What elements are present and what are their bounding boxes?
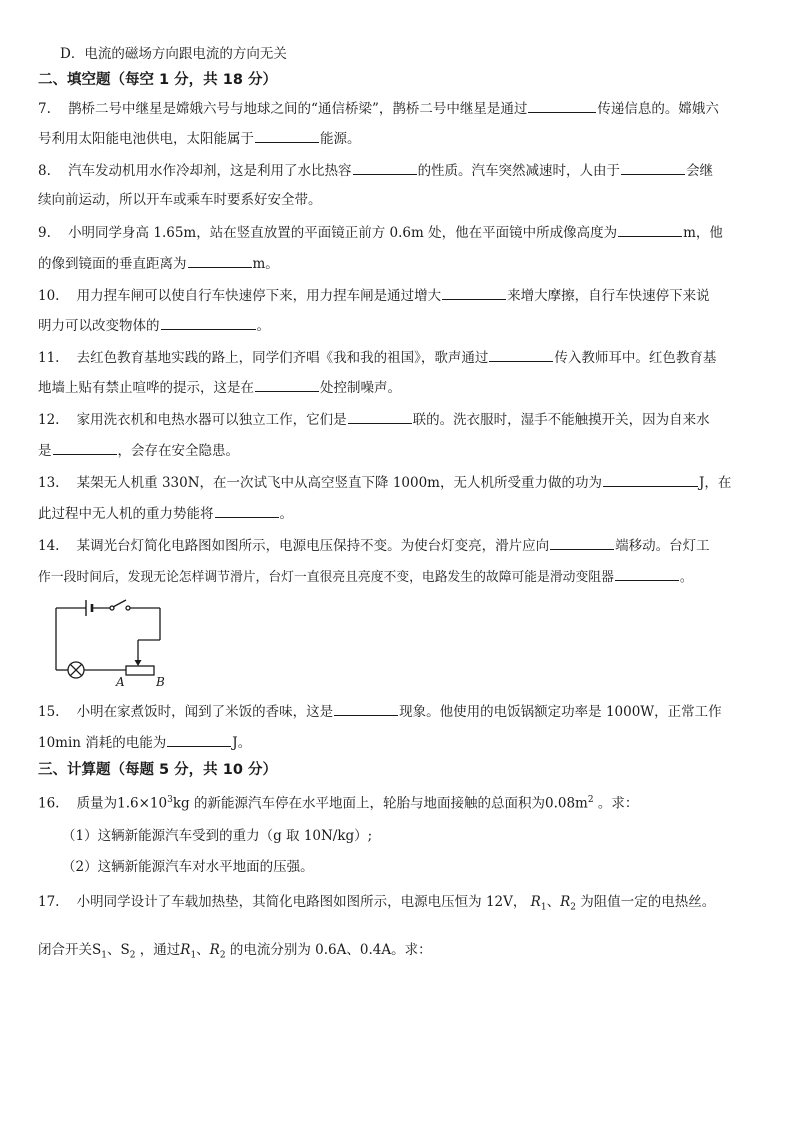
- answer-blank[interactable]: [618, 222, 682, 237]
- question-17-line-2: 闭合开关$S_1$、$S_2$ ，通过$R_1$、$R_2$ 的电流分别为 0.6A、0.4A。求：: [38, 942, 432, 961]
- question-16-sub-1: （1）这辆新能源汽车受到的重力（g 取 10N/kg）;: [62, 828, 373, 844]
- answer-blank[interactable]: [215, 503, 279, 518]
- section-title-calculation: 三、计算题（每题 5 分，共 10 分）: [38, 762, 277, 778]
- answer-blank[interactable]: [53, 440, 117, 455]
- question-12-line-2: 是 ，会存在安全隐患。: [38, 440, 239, 461]
- dimmer-circuit-diagram: [50, 596, 180, 688]
- answer-blank[interactable]: [615, 566, 679, 581]
- option-d: D．电流的磁场方向跟电流的方向无关: [60, 46, 287, 62]
- answer-blank[interactable]: [550, 535, 614, 550]
- answer-blank[interactable]: [603, 472, 698, 487]
- question-8-line-1: 8. 汽车发动机用水作冷却剂，这是利用了水比热容 的性质。汽车突然减速时，人由于 会继: [38, 160, 713, 181]
- answer-blank[interactable]: [255, 377, 319, 392]
- switch-contact-right: [126, 606, 130, 610]
- question-16-sub-2: （2）这辆新能源汽车对水平地面的压强。: [62, 859, 314, 875]
- answer-blank[interactable]: [188, 253, 252, 268]
- question-11-line-2: 地墙上贴有禁止喧哗的提示，这是在 处控制噪声。: [38, 377, 401, 398]
- section-title-fill-in: 二、填空题（每空 1 分，共 18 分）: [38, 72, 277, 88]
- question-15-line-2: 10min 消耗的电能为 J。: [38, 732, 251, 753]
- question-11-line-1: 11. 去红色教育基地实践的路上，同学们齐唱《我和我的祖国》，歌声通过 传入教师耳中。红色教育基: [38, 347, 716, 368]
- answer-blank[interactable]: [255, 128, 319, 143]
- answer-blank[interactable]: [348, 409, 412, 424]
- answer-blank[interactable]: [489, 347, 553, 362]
- question-13-line-1: 13. 某架无人机重 330N，在一次试飞中从高空竖直下降 1000m，无人机所受重力做的功为 J，在: [38, 472, 731, 493]
- question-10-line-1: 10. 用力捏车闸可以使自行车快速停下来，用力捏车闸是通过增大 来增大摩擦，自行车快速停下来说: [38, 285, 710, 306]
- answer-blank[interactable]: [621, 160, 685, 175]
- rheostat-resistor: [126, 666, 154, 675]
- answer-blank[interactable]: [334, 701, 398, 716]
- switch-lever: [113, 600, 126, 607]
- question-16-line-1: 16. 质量为$1.6\times 10^3kg$ 的新能源汽车停在水平地面上，轮胎与地面接触的总面积为$0.08m^2$ 。求：: [38, 795, 639, 812]
- label-a: A: [116, 675, 125, 688]
- question-9-line-2: 的像到镜面的垂直距离为 m。: [38, 253, 279, 274]
- answer-blank[interactable]: [167, 732, 231, 747]
- question-15-line-1: 15. 小明在家煮饭时，闻到了米饭的香味，这是 现象。他使用的电饭锅额定功率是 1000W，正常工作: [38, 701, 722, 722]
- answer-blank[interactable]: [442, 285, 506, 300]
- question-14-line-1: 14. 某调光台灯简化电路图如图所示，电源电压保持不变。为使台灯变亮，滑片应向 端移动。台灯工: [38, 535, 710, 556]
- question-12-line-1: 12. 家用洗衣机和电热水器可以独立工作，它们是 联的。洗衣服时，湿手不能触摸开关，因为自来水: [38, 409, 710, 430]
- slider-arrow-icon: [135, 660, 142, 666]
- question-17-line-1: 17. 小明同学设计了车载加热垫，其简化电路图如图所示，电源电压恒为 12V， $R_1$、$R_2$ 为阻值一定的电热丝。: [38, 894, 716, 913]
- question-13-line-2: 此过程中无人机的重力势能将 。: [38, 503, 293, 524]
- label-b: B: [156, 675, 165, 688]
- answer-blank[interactable]: [161, 315, 256, 330]
- question-7-line-1: 7. 鹊桥二号中继星是嫦娥六号与地球之间的“通信桥梁”，鹊桥二号中继星是通过 传递信息的。嫦娥六: [38, 98, 719, 119]
- answer-blank[interactable]: [528, 98, 596, 113]
- question-7-line-2: 号利用太阳能电池供电，太阳能属于 能源。: [38, 128, 361, 149]
- question-9-line-1: 9. 小明同学身高 1.65m，站在竖直放置的平面镜正前方 0.6m 处，他在平面镜中所成像高度为 m，他: [38, 222, 723, 243]
- question-10-line-2: 明力可以改变物体的 。: [38, 315, 270, 336]
- answer-blank[interactable]: [353, 160, 417, 175]
- question-14-line-2: 作一段时间后，发现无论怎样调节滑片，台灯一直很亮且亮度不变，电路发生的故障可能是滑动变阻器 。: [38, 566, 693, 588]
- question-8-line-2: 续向前运动，所以开车或乘车时要系好安全带。: [38, 192, 322, 208]
